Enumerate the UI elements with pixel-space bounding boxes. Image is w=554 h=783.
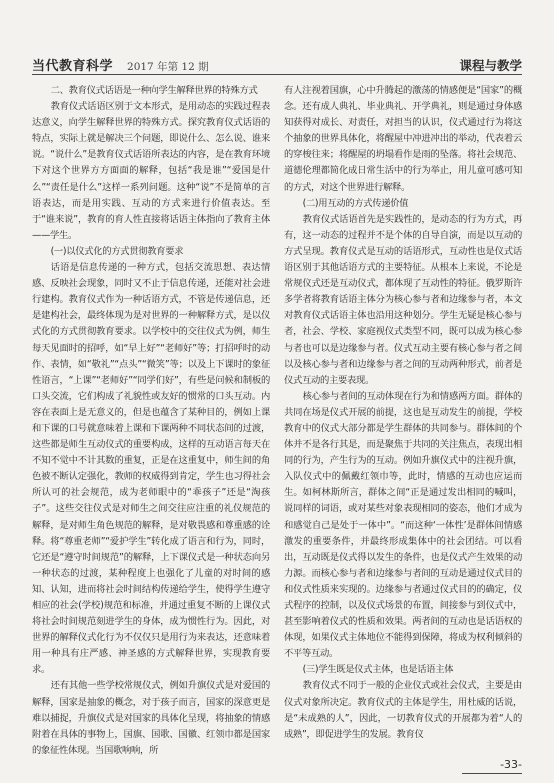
paragraph: 还有其他一些学校常规仪式，例如升旗仪式是对爱国的解释，国家是抽象的概念，对于孩子而言，国家的深意更是难以捕捉，升旗仪式是对国家的具体化呈现，将抽象的情感附着在具体的事物上，国旗、国歌、国徽、红领巾都是国家的象征性体现。当国歌响响，所 (32, 680, 270, 756)
paragraph: 教育仪式不同于一般的企业仪式或社会仪式，主要是由仪式对象所决定。教育仪式的主体是学生，用杜威的话说，是“未成熟的人”，因此，一切教育仪式的开展都为着“人的成熟”，即促进学生的发展。教育仪 (284, 680, 522, 740)
paragraph: 核心参与者间的互动体现在行为和情感两方面。群体的共同在场是仪式开展的前提，这也是互动发生的前提，学校教育中的仪式大部分都是学生群体的共同参与。群体间的个体并不是各行其是，而是聚焦于共同的关注焦点，表现出相同的行为，产生行为的互动。例如升旗仪式中的注视升旗，入队仪式中的佩戴红领巾等，此时，情感的互动也应运而生。如柯林斯所言，群体之间“正是通过发出相同的喊叫，说同样的词语，或对某些对象表现相同的姿态，他们才成为和感觉自己是处于一体中”。“而这种‘一体性’是群体间情感激发的重要条件，并最终形成集体中的社会团结。可以看出，互动既是仪式得以发生的条件，也是仪式产生效果的动力源。而核心参与者和边缘参与者间的互动是通过仪式目的和仪式性质来实现的。边缘参与者通过仪式目的的确定，仪式程序的控制，以及仪式场景的布置，间接参与到仪式中，甚至影响着仪式的性质和效果。两者间的互动也是话语权的体现，如果仪式主体地位不能得到保障，将成为权利倾斜的不平等互动。 (284, 390, 522, 660)
left-column (32, 83, 270, 758)
body-columns (32, 83, 522, 758)
subsection-heading: (一)以仪式化的方式贯彻教育要求 (50, 245, 184, 257)
subsection-heading: (三)学生既是仪式主体，也是话语主体 (302, 664, 454, 676)
paragraph: 教育仪式话语区别于文本形式，是用动态的实践过程表达意义，向学生解释世界的特殊方式。探究教育仪式话语的特点，实际上就是解决三个问题，即说什么、怎么说、谁来说。“说什么”是教育仪式话语所表达的内容，是在教育环境下对这个世界方方面面的解释，包括“我是谁”“爱国是什么”“责任是什么”这样一系列问题。这种“说”不是简单的言语表达，而是用实践、互动的方式来进行价值表达。至于“谁来说”，教育的育人性直接将话语主体指向了教育主体——学生。 (32, 101, 270, 241)
running-header (32, 52, 522, 75)
paragraph: 有人注视着国旗，心中升腾起的激荡的情感便是“国家”的概念。还有成人典礼、毕业典礼、开学典礼，则是通过身体感知获得对成长、对责任，对担当的认识，仪式通过行为将这个抽象的世界具体化，将醒屋中冲进冲出的举动，代表着云的穿梭往来；将醒屋的坍塌看作是雨的坠落。将社会规范、道德伦理都简化成日常生活中的行为举止，用儿童可感可知的方式，对这个世界进行解释。 (284, 85, 522, 193)
issue-label: 2017 年第 12 期 (127, 61, 209, 73)
section-title: 课程与教学 (459, 58, 522, 73)
section-heading: 二、教育仪式话语是一种向学生解释世界的特殊方式 (50, 85, 258, 96)
paragraph: 话语是信息传递的一种方式，包括交流思想、表达情感、反映社会现象，同时又不止于信息传递，还能对社会进行建构。教育仪式作为一种话语方式，不管是传递信息，还是建构社会，最终体现为是对世界的一种解释方式，是以仪式化的方式贯彻教育要求。以学校中的交往仪式为例，师生每天见面时的招呼，如“早上好”“老师好”等；打招呼时的动作、表情，如“敬礼”“点头”“微笑”等；以及上下课时的象征性语言，“上课”“老师好”“同学们好”，有些是问候和制板的口头交流，它们构成了礼貌性或友好的惯常的口头互动。内容在表面上是无意义的，但是也蕴含了某种目的，例如上课和下课的口号就意味着上课和下课两种不同状态间的过渡，这些都是师生互动仪式的重要构成，这样的互动语言每天在不知不觉中不计其数的重复，正是在这重复中，师生间的角色被不断认定强化，教师的权威得到肯定，学生也习得社会所认可的社会规范，成为老师眼中的“乖孩子”还是“淘孩子”。这些交往仪式是对师生之间交往应注重的礼仪规范的解释，是对师生角色规范的解释，是对敬畏感和尊重感的诠释。将“尊重老师”“爱护学生”转化成了语言和行为，同时，它还是“遵守时间规范”的解释，上下课仪式是一种状态向另一种状态的过渡，某种程度上也强化了儿童的对时间的感知、认知，进而将社会时间结构传递给学生，使得学生遵守相应的社会(学校)规范和标准，并通过重复不断的上课仪式将社会时间规范刻进学生的身体，成为惯性行为。因此，对世界的解释仪式化行为不仅仅只是用行为来表达，还意味着用一种具有庄严感、神圣感的方式解释世界，实现教育要求。 (32, 262, 270, 676)
journal-title: 当代教育科学 (32, 59, 114, 74)
paragraph: 教育仪式话语首先是实践性的，是动态的行为方式，再有，这一动态的过程并不是个体的自导自演，而是以互动的方式呈现。教育仪式是互动的话语形式，互动性也是仪式话语区别于其他话语方式的主要特征。从根本上来说，不论是常规仪式还是互动仪式，都体现了互动性的特征。俄罗斯许多学者将教育话语主体分为核心参与者和边缘参与者，本文对教育仪式话语主体也沿用这种划分。学生无疑是核心参与者，社会、学校、家庭视仪式类型不同，既可以成为核心参与者也可以是边缘参与者。仪式互动主要有核心参与者之间以及核心参与者和边缘参与者之间的互动两种形式，前者是仪式互动的主要表现。 (284, 213, 522, 386)
subsection-heading: (二)用互动的方式传递价值 (302, 197, 409, 209)
right-column (284, 83, 522, 758)
page-number: -33- (462, 758, 522, 774)
